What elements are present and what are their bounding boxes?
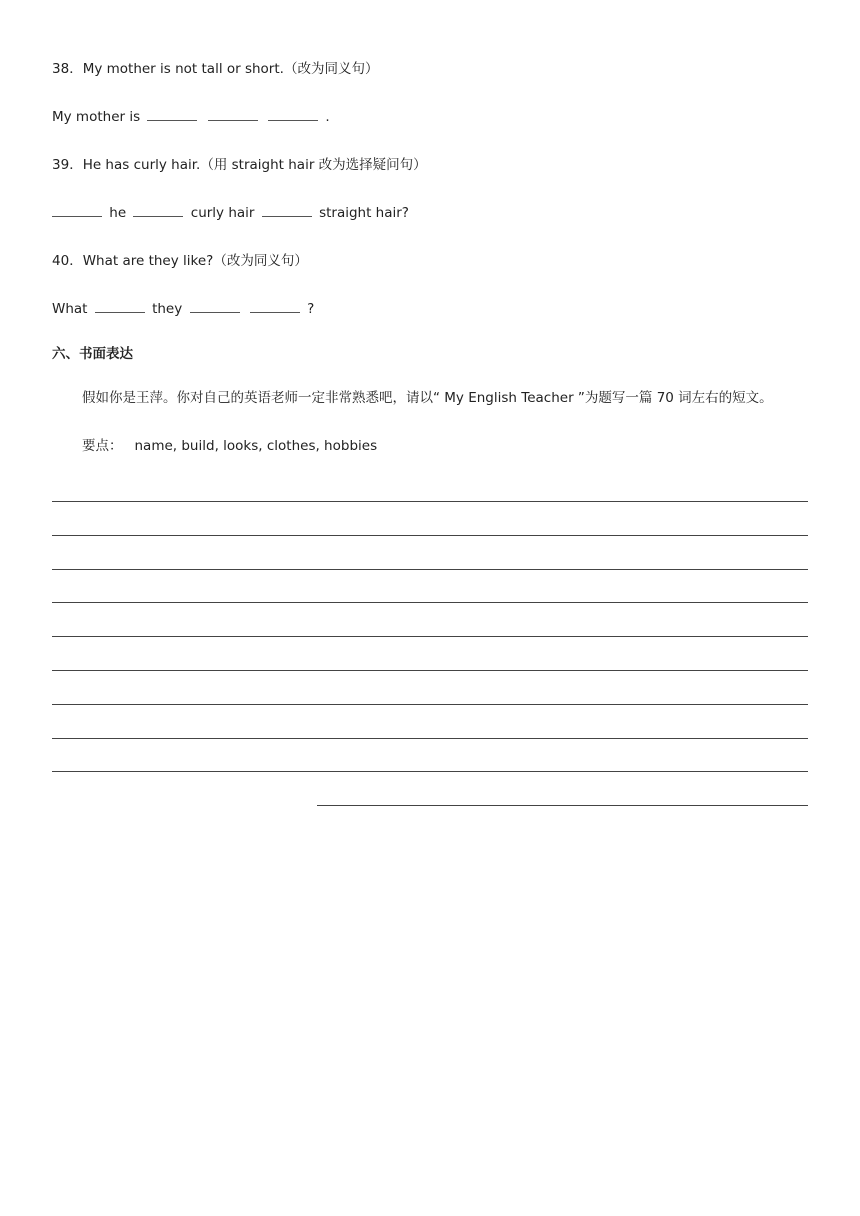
answer-text: What (52, 301, 88, 317)
writing-line[interactable] (52, 569, 808, 570)
answer-blank[interactable] (190, 300, 240, 313)
answer-blank[interactable] (147, 108, 197, 121)
writing-line[interactable] (52, 602, 808, 603)
answer-text: they (152, 301, 183, 317)
question-instruction: （改为同义句） (213, 253, 308, 269)
writing-line[interactable] (52, 670, 808, 671)
number-separator: ． (69, 253, 83, 269)
answer-blank[interactable] (208, 108, 258, 121)
question-40 (52, 252, 308, 270)
writing-line[interactable] (52, 501, 808, 502)
answer-blank[interactable] (52, 204, 102, 217)
answer-blank[interactable] (133, 204, 183, 217)
number-separator: ． (69, 157, 83, 173)
answer-text: straight hair? (319, 205, 409, 221)
answer-38 (52, 108, 330, 126)
answer-39 (52, 204, 409, 222)
answer-blank[interactable] (95, 300, 145, 313)
question-instruction: （改为同义句） (283, 61, 379, 77)
question-prompt: My mother is not tall or short. (82, 61, 284, 77)
points-label: 要点： (82, 438, 123, 454)
points-list: name, build, looks, clothes, hobbies (134, 438, 378, 454)
writing-line[interactable] (52, 636, 808, 637)
writing-line[interactable] (52, 738, 808, 739)
number-separator: ． (69, 61, 83, 77)
question-number: 39 (52, 157, 70, 173)
question-prompt: He has curly hair. (82, 157, 201, 173)
question-prompt: What are they like? (82, 253, 214, 269)
writing-points (82, 437, 377, 455)
answer-40 (52, 300, 314, 318)
answer-end-punct: . (325, 109, 330, 125)
writing-line[interactable] (52, 535, 808, 536)
answer-text: curly hair (190, 205, 255, 221)
writing-line-short[interactable] (317, 805, 808, 806)
writing-task: 假如你是王萍。你对自己的英语老师一定非常熟悉吧，请以“ My English Teacher ”为题写一篇 70 词左右的短文。 (82, 390, 773, 406)
writing-line[interactable] (52, 771, 808, 772)
writing-line[interactable] (52, 704, 808, 705)
question-number: 38 (52, 61, 70, 77)
section-title: 六、书面表达 (52, 346, 133, 362)
answer-blank[interactable] (262, 204, 312, 217)
question-38 (52, 60, 378, 78)
question-instruction: （用 straight hair 改为选择疑问句） (200, 157, 427, 173)
answer-blank[interactable] (268, 108, 318, 121)
question-39 (52, 156, 427, 174)
answer-text: he (109, 205, 127, 221)
answer-text: My mother is (52, 109, 141, 125)
answer-end-punct: ? (307, 301, 315, 317)
answer-blank[interactable] (250, 300, 300, 313)
question-number: 40 (52, 253, 70, 269)
